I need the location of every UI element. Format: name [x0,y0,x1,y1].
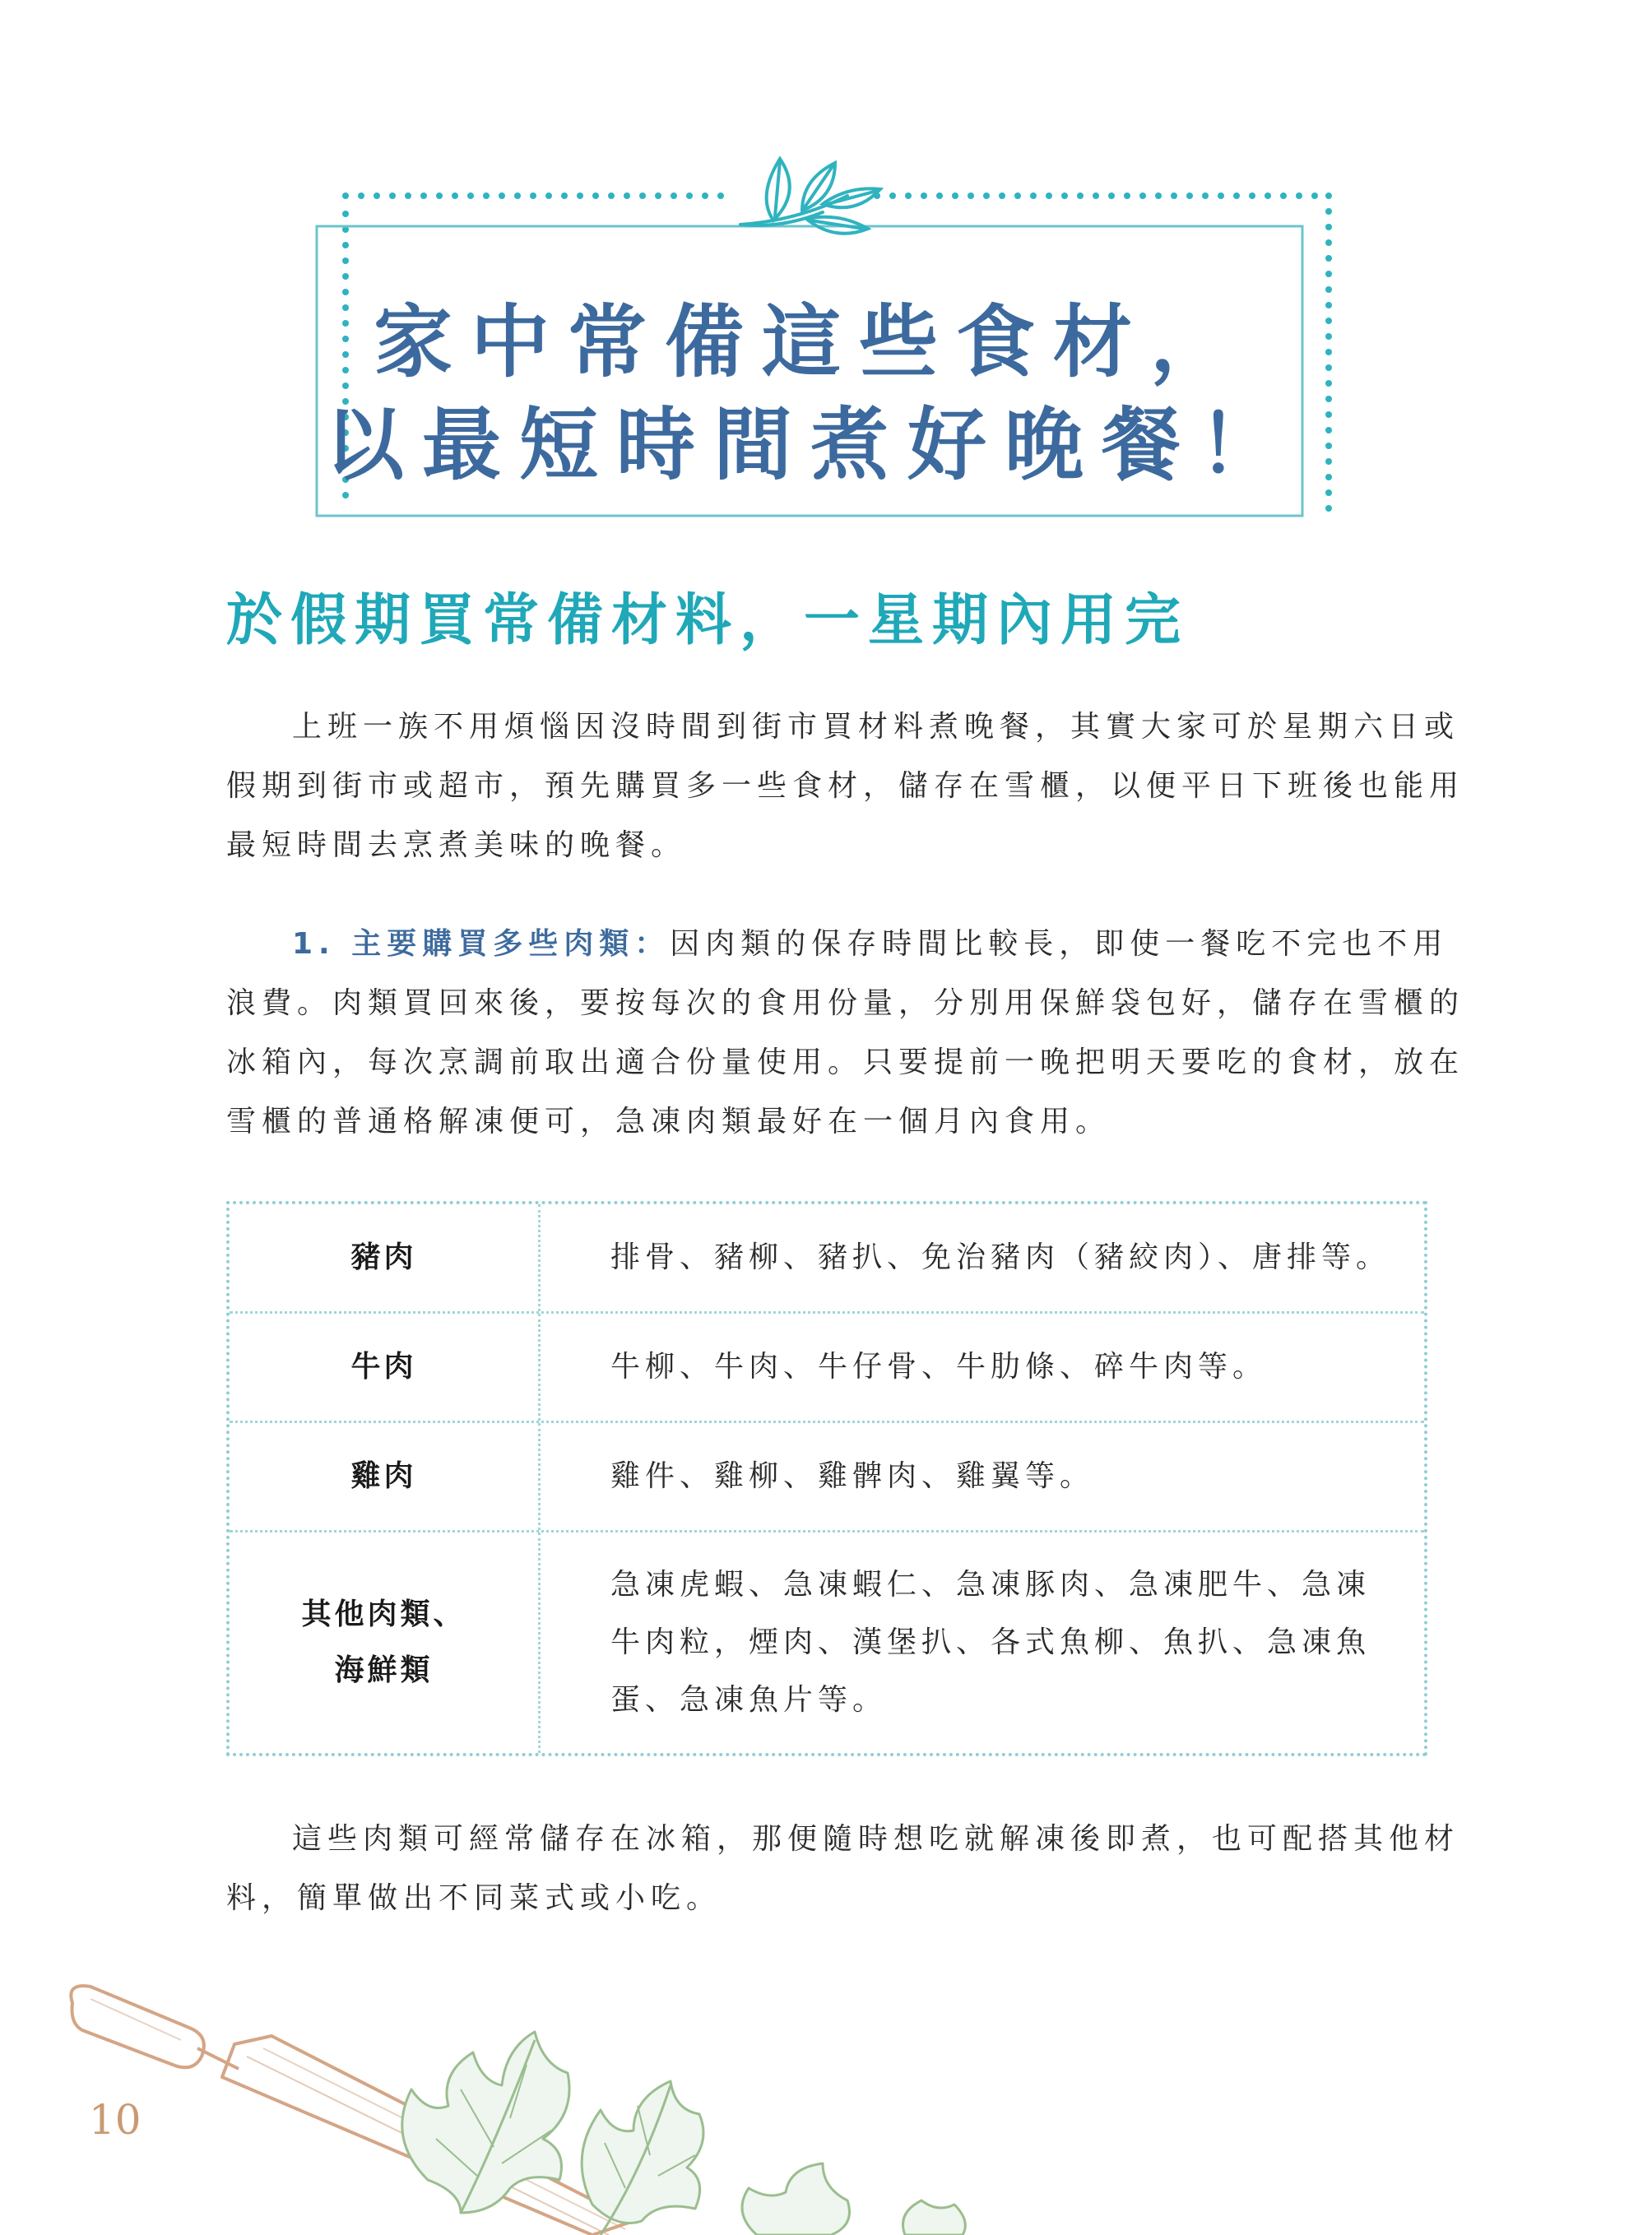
frame-dot [420,192,427,199]
frame-dot [1325,505,1332,512]
frame-dot [1296,192,1302,199]
frame-dot [889,192,896,199]
frame-dot [983,192,990,199]
frame-dot [1325,380,1332,387]
frame-dot [499,192,505,199]
frame-dot [1325,443,1332,449]
frame-dot [671,192,677,199]
frame-dot [1325,318,1332,324]
frame-dot [1233,192,1240,199]
table-category [230,1533,541,1753]
intro-line: 上班一族不用煩惱因沒時間到街市買材料煮晚餐，其實大家可於星期六日或 [292,710,1460,744]
footer-illustration [0,1966,1652,2235]
items-text: 雞件、雞柳、雞髀肉、雞翼等。 [610,1459,1095,1493]
frame-dot [1325,333,1332,340]
meat-paragraph [226,915,1465,1152]
frame-dot [655,192,661,199]
table-category [230,1204,541,1311]
frame-dot [561,192,568,199]
items-text: 急凍虎蝦、急凍蝦仁、急凍豚肉、急凍肥牛、急凍 [610,1568,1371,1602]
frame-dot [1325,192,1332,199]
frame-dot [1171,192,1177,199]
frame-dot [1325,364,1332,371]
frame-dot [1108,192,1115,199]
frame-dot [1325,396,1332,402]
meat-line: 冰箱內，每次烹調前取出適合份量使用。只要提前一晚把明天要吃的食材，放在 [226,1046,1465,1079]
frame-dot [342,211,349,217]
frame-dot [514,192,521,199]
frame-dot [358,192,364,199]
meat-line: 浪費。肉類買回來後，要按每次的食用份量，分別用保鮮袋包好，儲存在雪櫃的 [226,986,1465,1020]
title-frame [0,0,1652,559]
table-category [230,1314,541,1421]
frame-dot [1325,427,1332,434]
frame-dot [1202,192,1209,199]
frame-dot [1139,192,1146,199]
frame-dot [1325,239,1332,246]
frame-dot [952,192,958,199]
frame-dot [1061,192,1068,199]
category-label: 海鮮類 [334,1653,434,1687]
page-number: 10 [89,2096,142,2144]
frame-dot [1093,192,1099,199]
frame-dot [936,192,943,199]
frame-dot [1077,192,1084,199]
frame-dot [1325,474,1332,480]
frame-dot [1325,458,1332,465]
meat-line: 雪櫃的普通格解凍便可，急凍肉類最好在一個月內食用。 [226,1105,1111,1138]
frame-dot [1325,286,1332,293]
category-label: 豬肉 [350,1240,417,1274]
closing-paragraph [226,1810,1460,1928]
intro-paragraph [226,698,1465,875]
frame-dot [1325,255,1332,262]
frame-dot [1046,192,1052,199]
frame-dot [1124,192,1130,199]
meat-first-line [226,915,1449,974]
frame-dot [374,192,380,199]
category-label: 牛肉 [350,1350,417,1384]
frame-dot [1280,192,1287,199]
frame-dot [1311,192,1318,199]
frame-dot [1030,192,1037,199]
category-label: 其他肉類、 [301,1597,466,1631]
frame-dot [686,192,693,199]
frame-dot [452,192,458,199]
section-heading: 於假期買常備材料，一星期內用完 [226,587,1190,653]
frame-dot [1249,192,1255,199]
frame-dot [1218,192,1224,199]
frame-dot [577,192,583,199]
table-items [541,1314,1424,1421]
frame-dot [545,192,552,199]
title-line-1: 家中常備這些食材， [374,295,1247,388]
frame-dot [968,192,974,199]
table-row [230,1421,1424,1530]
meat-highlight: 1. 主要購買多些肉類： [292,927,671,961]
frame-dot [1325,271,1332,277]
items-text: 牛肉粒，煙肉、漢堡扒、各式魚柳、魚扒、急凍魚 [610,1625,1371,1659]
table-items [541,1533,1424,1753]
frame-dot [1325,349,1332,355]
frame-dot [1155,192,1162,199]
table-items [541,1204,1424,1311]
frame-dot [1325,224,1332,230]
frame-dot [1014,192,1021,199]
table-category [230,1423,541,1530]
items-text: 牛柳、牛肉、牛仔骨、牛肋條、碎牛肉等。 [610,1350,1268,1384]
frame-dot [608,192,615,199]
frame-dot [1325,411,1332,418]
category-label: 雞肉 [350,1459,417,1493]
frame-dot [999,192,1005,199]
meat-first-line-text: 因肉類的保存時間比較長，即使一餐吃不完也不用 [670,927,1449,961]
frame-dot [342,257,349,264]
table-row [230,1311,1424,1421]
frame-dot [483,192,490,199]
frame-dot [342,242,349,248]
frame-dot [1325,208,1332,215]
frame-dot [624,192,630,199]
closing-line: 料，簡單做出不同菜式或小吃。 [226,1881,722,1915]
table-row [230,1204,1424,1311]
frame-dot [467,192,474,199]
table-row [230,1530,1424,1753]
frame-dot [592,192,599,199]
parsley-illustration [402,2032,966,2235]
frame-dot [921,192,927,199]
frame-dot [342,273,349,280]
frame-dot [342,192,349,199]
frame-dot [1325,302,1332,308]
frame-dot [702,192,708,199]
frame-dot [905,192,912,199]
title-line-2: 以最短時間煮好晚餐！ [325,398,1296,491]
frame-dot [436,192,443,199]
frame-dot [1186,192,1193,199]
frame-dot [389,192,396,199]
leaf-sprig-icon [724,146,889,245]
frame-dot [1265,192,1271,199]
intro-line: 最短時間去烹煮美味的晚餐。 [226,828,687,862]
frame-dot [405,192,411,199]
frame-dot [717,192,724,199]
table-items [541,1423,1424,1530]
items-text: 蛋、急凍魚片等。 [610,1683,888,1717]
intro-line: 假期到街市或超市，預先購買多一些食材，儲存在雪櫃，以便平日下班後也能用 [226,769,1465,803]
items-text: 排骨、豬柳、豬扒、免治豬肉（豬絞肉）、唐排等。 [610,1240,1391,1274]
frame-dot [1325,489,1332,496]
meat-table [226,1201,1427,1756]
closing-line: 這些肉類可經常儲存在冰箱，那便隨時想吃就解凍後即煮，也可配搭其他材 [292,1822,1460,1856]
frame-dot [639,192,646,199]
frame-dot [530,192,536,199]
